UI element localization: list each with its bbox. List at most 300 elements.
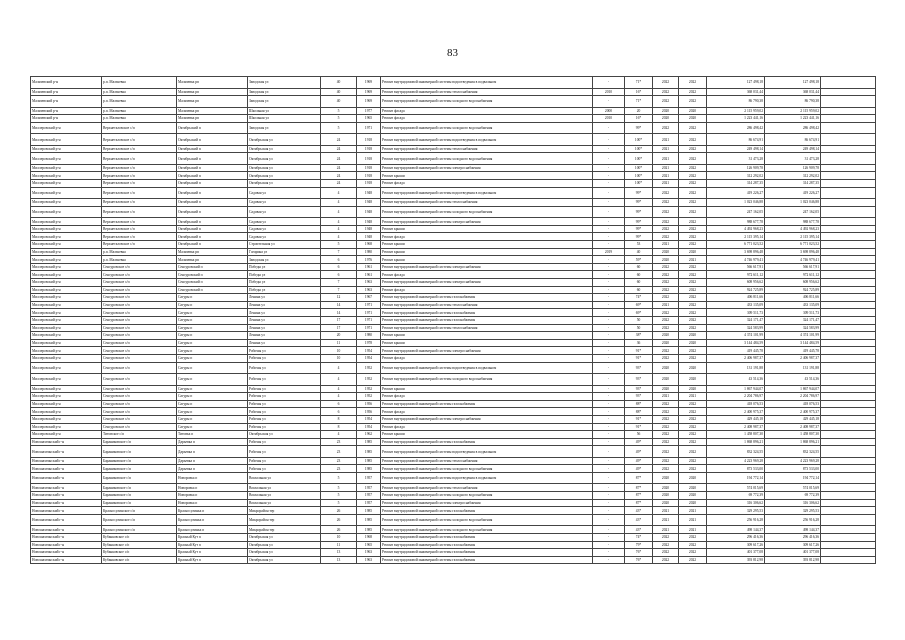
cost-total-cell: 329 295,53 bbox=[707, 507, 765, 515]
house-number-cell: 14 bbox=[321, 309, 357, 317]
locality-cell: Сагуры п bbox=[177, 374, 248, 386]
work-type-cell: Ремонт внутридомовой инженерной системы водоотведения в подвальном bbox=[381, 446, 593, 458]
cost-total-cell: 86 790,38 bbox=[707, 96, 765, 108]
settlement-cell: р.п. Мальчевка bbox=[102, 248, 177, 256]
cost-fund-cell: 401 377,08 bbox=[765, 549, 821, 557]
district-cell: Миллеровский р-н bbox=[31, 301, 102, 309]
street-cell: Победы ул bbox=[248, 271, 321, 279]
blank-cell bbox=[821, 556, 876, 564]
build-year-cell: 1963 bbox=[357, 286, 381, 294]
house-number-cell: 10 bbox=[321, 347, 357, 355]
wear-percent-cell: 59* bbox=[625, 256, 653, 264]
prev-repair-year-cell: - bbox=[593, 233, 625, 241]
wear-percent-cell: 76* bbox=[625, 556, 653, 564]
prev-repair-year-cell: - bbox=[593, 241, 625, 249]
wear-percent-cell: 91* bbox=[625, 347, 653, 355]
street-cell: Строительная ул bbox=[248, 241, 321, 249]
start-year-cell: 2020 bbox=[653, 332, 679, 340]
wear-percent-cell: 99* bbox=[625, 199, 653, 207]
end-year-cell: 2022 bbox=[679, 77, 707, 89]
settlement-cell: Сенсуровское с/п bbox=[102, 309, 177, 317]
locality-cell: Октябрьский п bbox=[177, 241, 248, 249]
work-type-cell: Ремонт внутридомовой инженерной системы газоснабжения bbox=[381, 400, 593, 408]
street-cell: Вокзальная ул bbox=[248, 484, 321, 492]
blank-cell bbox=[821, 248, 876, 256]
blank-cell bbox=[821, 96, 876, 108]
house-number-cell: 4 bbox=[321, 385, 357, 393]
blank-cell bbox=[821, 415, 876, 423]
wear-percent-cell: 43* bbox=[625, 514, 653, 526]
district-cell: Миллеровский р-н bbox=[31, 241, 102, 249]
house-number-cell: 10 bbox=[321, 354, 357, 362]
locality-cell: Сагуры п bbox=[177, 294, 248, 302]
end-year-cell: 2022 bbox=[679, 446, 707, 458]
work-type-cell: Ремонт внутридомовой инженерной системы холодного водоснабжения bbox=[381, 492, 593, 500]
blank-cell bbox=[821, 332, 876, 340]
cost-total-cell: 69 772,39 bbox=[707, 492, 765, 500]
prev-repair-year-cell: - bbox=[593, 457, 625, 465]
district-cell: Миллеровский р-н bbox=[31, 225, 102, 233]
work-type-cell: Ремонт внутридомовой инженерной системы холодного водоснабжения bbox=[381, 526, 593, 534]
district-cell: Новошахтинский г-н bbox=[31, 507, 102, 515]
table-row bbox=[31, 122, 876, 134]
build-year-cell: 1963 bbox=[357, 556, 381, 564]
table-row bbox=[31, 533, 876, 541]
wear-percent-cell: 100* bbox=[625, 164, 653, 172]
prev-repair-year-cell: - bbox=[593, 507, 625, 515]
cost-fund-cell: 194 772,14 bbox=[765, 472, 821, 484]
blank-cell bbox=[821, 431, 876, 439]
house-number-cell: 5 bbox=[321, 241, 357, 249]
cost-total-cell: 4 223 969,28 bbox=[707, 457, 765, 465]
prev-repair-year-cell: - bbox=[593, 286, 625, 294]
district-cell: Миллеровский р-н bbox=[31, 431, 102, 439]
settlement-cell: Бараниковское с/п bbox=[102, 438, 177, 446]
table-row bbox=[31, 457, 876, 465]
settlement-cell: Титовское с/п bbox=[102, 431, 177, 439]
locality-cell: Новоровка п bbox=[177, 492, 248, 500]
table-row bbox=[31, 145, 876, 153]
blank-cell bbox=[821, 347, 876, 355]
start-year-cell: 2022 bbox=[653, 316, 679, 324]
blank-cell bbox=[821, 423, 876, 431]
settlement-cell: Бараниковское с/п bbox=[102, 499, 177, 507]
district-cell: Миллеровский р-н bbox=[31, 400, 102, 408]
blank-cell bbox=[821, 115, 876, 123]
start-year-cell: 2022 bbox=[653, 206, 679, 218]
blank-cell bbox=[821, 107, 876, 115]
table-row bbox=[31, 294, 876, 302]
cost-total-cell: 131 191,88 bbox=[707, 362, 765, 374]
cost-fund-cell: 312 292,02 bbox=[765, 172, 821, 180]
end-year-cell: 2022 bbox=[679, 241, 707, 249]
cost-fund-cell: 2 204 786,97 bbox=[765, 393, 821, 401]
prev-repair-year-cell: - bbox=[593, 514, 625, 526]
cost-total-cell: 3 144 484,59 bbox=[707, 339, 765, 347]
prev-repair-year-cell: - bbox=[593, 316, 625, 324]
wear-percent-cell: 60 bbox=[625, 286, 653, 294]
end-year-cell: 2022 bbox=[679, 88, 707, 96]
table-row bbox=[31, 286, 876, 294]
settlement-cell: Сенсуровское с/п bbox=[102, 354, 177, 362]
settlement-cell: Кубанковское с/п bbox=[102, 549, 177, 557]
table-row bbox=[31, 492, 876, 500]
work-type-cell: Ремонт крыши bbox=[381, 385, 593, 393]
cost-fund-cell: 393 812,98 bbox=[765, 556, 821, 564]
prev-repair-year-cell: - bbox=[593, 339, 625, 347]
start-year-cell: 2022 bbox=[653, 218, 679, 226]
build-year-cell: 1948 bbox=[357, 206, 381, 218]
start-year-cell: 2022 bbox=[653, 549, 679, 557]
street-cell: Рабочая ул bbox=[248, 438, 321, 446]
cost-total-cell: 429 445,18 bbox=[707, 415, 765, 423]
table-row bbox=[31, 472, 876, 484]
wear-percent-cell: 99* bbox=[625, 233, 653, 241]
house-number-cell: 7 bbox=[321, 279, 357, 287]
house-number-cell: 6 bbox=[321, 263, 357, 271]
locality-cell: Дарьевка п bbox=[177, 446, 248, 458]
start-year-cell: 2022 bbox=[653, 541, 679, 549]
cost-total-cell: 566 617,91 bbox=[707, 263, 765, 271]
build-year-cell: 1985 bbox=[357, 457, 381, 465]
street-cell: Садовая ул bbox=[248, 233, 321, 241]
wear-percent-cell: 38* bbox=[625, 332, 653, 340]
blank-cell bbox=[821, 233, 876, 241]
settlement-cell: Сенсуровское с/п bbox=[102, 339, 177, 347]
blank-cell bbox=[821, 122, 876, 134]
settlement-cell: р.п. Мальчевка bbox=[102, 107, 177, 115]
locality-cell: Красный Кут п bbox=[177, 541, 248, 549]
work-type-cell: Ремонт фасада bbox=[381, 115, 593, 123]
locality-cell: Октябрьский п bbox=[177, 206, 248, 218]
cost-fund-cell: 433 135,09 bbox=[765, 301, 821, 309]
wear-percent-cell: 50 bbox=[625, 324, 653, 332]
prev-repair-year-cell: - bbox=[593, 332, 625, 340]
cost-fund-cell: 368 031,44 bbox=[765, 88, 821, 96]
wear-percent-cell: 100* bbox=[625, 153, 653, 165]
work-type-cell: Ремонт внутридомовой инженерной системы электроснабжения bbox=[381, 263, 593, 271]
table-row bbox=[31, 354, 876, 362]
work-type-cell: Ремонт внутридомовой инженерной системы холодного водоснабжения bbox=[381, 374, 593, 386]
house-number-cell: 4 bbox=[321, 374, 357, 386]
street-cell: Рабочая ул bbox=[248, 415, 321, 423]
street-cell: Рабочая ул bbox=[248, 347, 321, 355]
build-year-cell: 1971 bbox=[357, 122, 381, 134]
district-cell: Миллеровский р-н bbox=[31, 332, 102, 340]
cost-total-cell: 4 746 979,41 bbox=[707, 256, 765, 264]
build-year-cell: 1985 bbox=[357, 438, 381, 446]
cost-total-cell: 498 144,37 bbox=[707, 526, 765, 534]
work-type-cell: Ремонт внутридомовой инженерной системы водоотведения в подвальном bbox=[381, 134, 593, 146]
end-year-cell: 2022 bbox=[679, 457, 707, 465]
start-year-cell: 2022 bbox=[653, 77, 679, 89]
build-year-cell: 1978 bbox=[357, 339, 381, 347]
locality-cell: Октябрьский п bbox=[177, 164, 248, 172]
cost-fund-cell: 131 191,88 bbox=[765, 362, 821, 374]
end-year-cell: 2022 bbox=[679, 218, 707, 226]
street-cell: Октябрьская ул bbox=[248, 556, 321, 564]
work-type-cell: Ремонт внутридомовой инженерной системы электроснабжения bbox=[381, 347, 593, 355]
cost-total-cell: 418 076,53 bbox=[707, 400, 765, 408]
district-cell: Миллеровский р-н bbox=[31, 206, 102, 218]
blank-cell bbox=[821, 446, 876, 458]
start-year-cell: 2022 bbox=[653, 438, 679, 446]
start-year-cell: 2021 bbox=[653, 153, 679, 165]
start-year-cell: 2020 bbox=[653, 362, 679, 374]
end-year-cell: 2021 bbox=[679, 514, 707, 526]
cost-fund-cell: 329 295,53 bbox=[765, 507, 821, 515]
cost-total-cell: 127 498,18 bbox=[707, 77, 765, 89]
street-cell: Микрорайон тер bbox=[248, 507, 321, 515]
page-number: 83 bbox=[447, 47, 458, 59]
start-year-cell: 2020 bbox=[653, 374, 679, 386]
cost-total-cell: 324 171,47 bbox=[707, 316, 765, 324]
blank-cell bbox=[821, 134, 876, 146]
build-year-cell: 1969 bbox=[357, 77, 381, 89]
end-year-cell: 2022 bbox=[679, 134, 707, 146]
end-year-cell: 2022 bbox=[679, 145, 707, 153]
blank-cell bbox=[821, 187, 876, 199]
house-number-cell: 5 bbox=[321, 492, 357, 500]
build-year-cell: 1918 bbox=[357, 172, 381, 180]
district-cell: Новошахтинский г-н bbox=[31, 549, 102, 557]
start-year-cell: 2021 bbox=[653, 393, 679, 401]
start-year-cell: 2021 bbox=[653, 241, 679, 249]
prev-repair-year-cell: - bbox=[593, 122, 625, 134]
build-year-cell: 1971 bbox=[357, 324, 381, 332]
locality-cell: Сенсуровский п bbox=[177, 286, 248, 294]
start-year-cell: 2022 bbox=[653, 324, 679, 332]
wear-percent-cell: 87* bbox=[625, 484, 653, 492]
blank-cell bbox=[821, 362, 876, 374]
prev-repair-year-cell: - bbox=[593, 385, 625, 393]
cost-total-cell: 296 416,36 bbox=[707, 533, 765, 541]
locality-cell: Сагуры п bbox=[177, 324, 248, 332]
work-type-cell: Ремонт внутридомовой инженерной системы холодного водоснабжения bbox=[381, 465, 593, 473]
start-year-cell: 2022 bbox=[653, 88, 679, 96]
prev-repair-year-cell: - bbox=[593, 492, 625, 500]
street-cell: Заводская ул bbox=[248, 122, 321, 134]
prev-repair-year-cell: - bbox=[593, 423, 625, 431]
start-year-cell: 2022 bbox=[653, 187, 679, 199]
house-number-cell: 5 bbox=[321, 484, 357, 492]
locality-cell: Сагуры п bbox=[177, 385, 248, 393]
end-year-cell: 2021 bbox=[679, 256, 707, 264]
prev-repair-year-cell: - bbox=[593, 199, 625, 207]
district-cell: Новошахтинский г-н bbox=[31, 472, 102, 484]
start-year-cell: 2022 bbox=[653, 533, 679, 541]
cost-total-cell: 2 115 959,02 bbox=[707, 107, 765, 115]
settlement-cell: Сенсуровское с/п bbox=[102, 408, 177, 416]
cost-fund-cell: 4 492 968,23 bbox=[765, 225, 821, 233]
blank-cell bbox=[821, 218, 876, 226]
cost-total-cell: 314 287,35 bbox=[707, 180, 765, 188]
settlement-cell: Верхнеталовское с/п bbox=[102, 233, 177, 241]
locality-cell: Октябрьский п bbox=[177, 233, 248, 241]
prev-repair-year-cell: - bbox=[593, 324, 625, 332]
district-cell: Новошахтинский г-н bbox=[31, 438, 102, 446]
prev-repair-year-cell: - bbox=[593, 218, 625, 226]
start-year-cell: 2022 bbox=[653, 279, 679, 287]
cost-fund-cell: 247 162,05 bbox=[765, 206, 821, 218]
house-number-cell: 5 bbox=[321, 107, 357, 115]
wear-percent-cell: 43* bbox=[625, 507, 653, 515]
end-year-cell: 2020 bbox=[679, 115, 707, 123]
district-cell: Новошахтинский г-н bbox=[31, 465, 102, 473]
district-cell: Новошахтинский г-н bbox=[31, 533, 102, 541]
table-row bbox=[31, 556, 876, 564]
district-cell: Миллеровский р-н bbox=[31, 233, 102, 241]
prev-repair-year-cell: - bbox=[593, 256, 625, 264]
start-year-cell: 2022 bbox=[653, 556, 679, 564]
cost-fund-cell: 309 617,26 bbox=[765, 541, 821, 549]
end-year-cell: 2022 bbox=[679, 233, 707, 241]
locality-cell: Дарьевка п bbox=[177, 457, 248, 465]
house-number-cell: 11 bbox=[321, 339, 357, 347]
locality-cell: Октябрьский п bbox=[177, 187, 248, 199]
end-year-cell: 2022 bbox=[679, 206, 707, 218]
locality-cell: Мальчевка рп bbox=[177, 77, 248, 89]
blank-cell bbox=[821, 180, 876, 188]
prev-repair-year-cell: - bbox=[593, 541, 625, 549]
work-type-cell: Ремонт внутридомовой инженерной системы электроснабжения bbox=[381, 499, 593, 507]
locality-cell: Октябрьский п bbox=[177, 225, 248, 233]
prev-repair-year-cell: - bbox=[593, 77, 625, 89]
house-number-cell: 8 bbox=[321, 423, 357, 431]
build-year-cell: 1980 bbox=[357, 248, 381, 256]
district-cell: Миллеровский р-н bbox=[31, 172, 102, 180]
table-row bbox=[31, 134, 876, 146]
blank-cell bbox=[821, 309, 876, 317]
wear-percent-cell: 99* bbox=[625, 218, 653, 226]
end-year-cell: 2022 bbox=[679, 408, 707, 416]
table-row bbox=[31, 241, 876, 249]
house-number-cell: 6 bbox=[321, 256, 357, 264]
work-type-cell: Ремонт крыши bbox=[381, 241, 593, 249]
build-year-cell: 1977 bbox=[357, 107, 381, 115]
cost-fund-cell: 86 790,38 bbox=[765, 96, 821, 108]
cost-total-cell: 972 611,12 bbox=[707, 271, 765, 279]
district-cell: Новошахтинский г-н bbox=[31, 492, 102, 500]
work-type-cell: Ремонт внутридомовой инженерной системы газоснабжения bbox=[381, 541, 593, 549]
settlement-cell: Сенсуровское с/п bbox=[102, 324, 177, 332]
cost-total-cell: 368 031,44 bbox=[707, 88, 765, 96]
locality-cell: Сагуры п bbox=[177, 423, 248, 431]
district-cell: Новошахтинский г-н bbox=[31, 446, 102, 458]
end-year-cell: 2020 bbox=[679, 332, 707, 340]
house-number-cell: 4 bbox=[321, 199, 357, 207]
cost-fund-cell: 126 909,78 bbox=[765, 164, 821, 172]
locality-cell: Красный Кут п bbox=[177, 533, 248, 541]
wear-percent-cell: 60 bbox=[625, 263, 653, 271]
street-cell: Микрорайон тер bbox=[248, 526, 321, 534]
wear-percent-cell: 100* bbox=[625, 145, 653, 153]
cost-fund-cell: 873 533,00 bbox=[765, 465, 821, 473]
cost-total-cell: 2 204 786,97 bbox=[707, 393, 765, 401]
cost-fund-cell: 608 956,62 bbox=[765, 279, 821, 287]
work-type-cell: Ремонт крыши bbox=[381, 339, 593, 347]
house-number-cell: 6 bbox=[321, 400, 357, 408]
street-cell: Вокзальная ул bbox=[248, 472, 321, 484]
end-year-cell: 2022 bbox=[679, 263, 707, 271]
prev-repair-year-cell: - bbox=[593, 225, 625, 233]
end-year-cell: 2020 bbox=[679, 492, 707, 500]
district-cell: Миллеровский р-н bbox=[31, 374, 102, 386]
cost-fund-cell: 1 458 807,30 bbox=[765, 431, 821, 439]
wear-percent-cell: 93* bbox=[625, 374, 653, 386]
blank-cell bbox=[821, 438, 876, 446]
cost-fund-cell: 2 115 959,02 bbox=[765, 107, 821, 115]
house-number-cell: 4 bbox=[321, 393, 357, 401]
street-cell: Заводская ул bbox=[248, 96, 321, 108]
cost-fund-cell: 286 498,42 bbox=[765, 122, 821, 134]
street-cell: Заводская ул bbox=[248, 256, 321, 264]
district-cell: Миллеровский р-н bbox=[31, 122, 102, 134]
prev-repair-year-cell: - bbox=[593, 556, 625, 564]
settlement-cell: Сенсуровское с/п bbox=[102, 263, 177, 271]
work-type-cell: Ремонт крыши bbox=[381, 225, 593, 233]
start-year-cell: 2020 bbox=[653, 339, 679, 347]
cost-fund-cell: 3 144 484,59 bbox=[765, 339, 821, 347]
start-year-cell: 2021 bbox=[653, 526, 679, 534]
locality-cell: Сагуры п bbox=[177, 362, 248, 374]
prev-repair-year-cell: - bbox=[593, 172, 625, 180]
capital-repair-table-container bbox=[30, 76, 875, 564]
cost-total-cell: 1 458 807,30 bbox=[707, 431, 765, 439]
wear-percent-cell: 99* bbox=[625, 225, 653, 233]
cost-fund-cell: 4 223 969,28 bbox=[765, 457, 821, 465]
blank-cell bbox=[821, 206, 876, 218]
blank-cell bbox=[821, 374, 876, 386]
work-type-cell: Ремонт внутридомовой инженерной системы электроснабжения bbox=[381, 415, 593, 423]
street-cell: Гагарина ул bbox=[248, 248, 321, 256]
wear-percent-cell: 69* bbox=[625, 309, 653, 317]
build-year-cell: 1985 bbox=[357, 507, 381, 515]
table-row bbox=[31, 431, 876, 439]
settlement-cell: Сенсуровское с/п bbox=[102, 316, 177, 324]
work-type-cell: Ремонт внутридомовой инженерной системы холодного водоснабжения bbox=[381, 96, 593, 108]
build-year-cell: 1963 bbox=[357, 549, 381, 557]
cost-total-cell: 419 226,27 bbox=[707, 187, 765, 199]
wear-percent-cell: 49* bbox=[625, 465, 653, 473]
district-cell: Миллеровский р-н bbox=[31, 347, 102, 355]
build-year-cell: 1948 bbox=[357, 218, 381, 226]
house-number-cell: 20 bbox=[321, 332, 357, 340]
work-type-cell: Ремонт внутридомовой инженерной системы газоснабжения bbox=[381, 507, 593, 515]
locality-cell: Сагуры п bbox=[177, 309, 248, 317]
work-type-cell: Ремонт внутридомовой инженерной системы электроснабжения bbox=[381, 164, 593, 172]
table-row bbox=[31, 385, 876, 393]
locality-cell: Красносулинка п bbox=[177, 507, 248, 515]
start-year-cell: 2021 bbox=[653, 507, 679, 515]
blank-cell bbox=[821, 271, 876, 279]
house-number-cell: 4 bbox=[321, 218, 357, 226]
cost-fund-cell: 324 583,99 bbox=[765, 324, 821, 332]
prev-repair-year-cell: - bbox=[593, 206, 625, 218]
table-row bbox=[31, 316, 876, 324]
street-cell: Рабочая ул bbox=[248, 400, 321, 408]
street-cell: Заводская ул bbox=[248, 77, 321, 89]
house-number-cell: 4 bbox=[321, 362, 357, 374]
locality-cell: Октябрьский п bbox=[177, 199, 248, 207]
cost-fund-cell: 924 725,89 bbox=[765, 286, 821, 294]
wear-percent-cell: 49* bbox=[625, 438, 653, 446]
settlement-cell: Красносулинское с/п bbox=[102, 514, 177, 526]
prev-repair-year-cell: - bbox=[593, 145, 625, 153]
settlement-cell: Сенсуровское с/п bbox=[102, 423, 177, 431]
table-row bbox=[31, 339, 876, 347]
build-year-cell: 1952 bbox=[357, 393, 381, 401]
